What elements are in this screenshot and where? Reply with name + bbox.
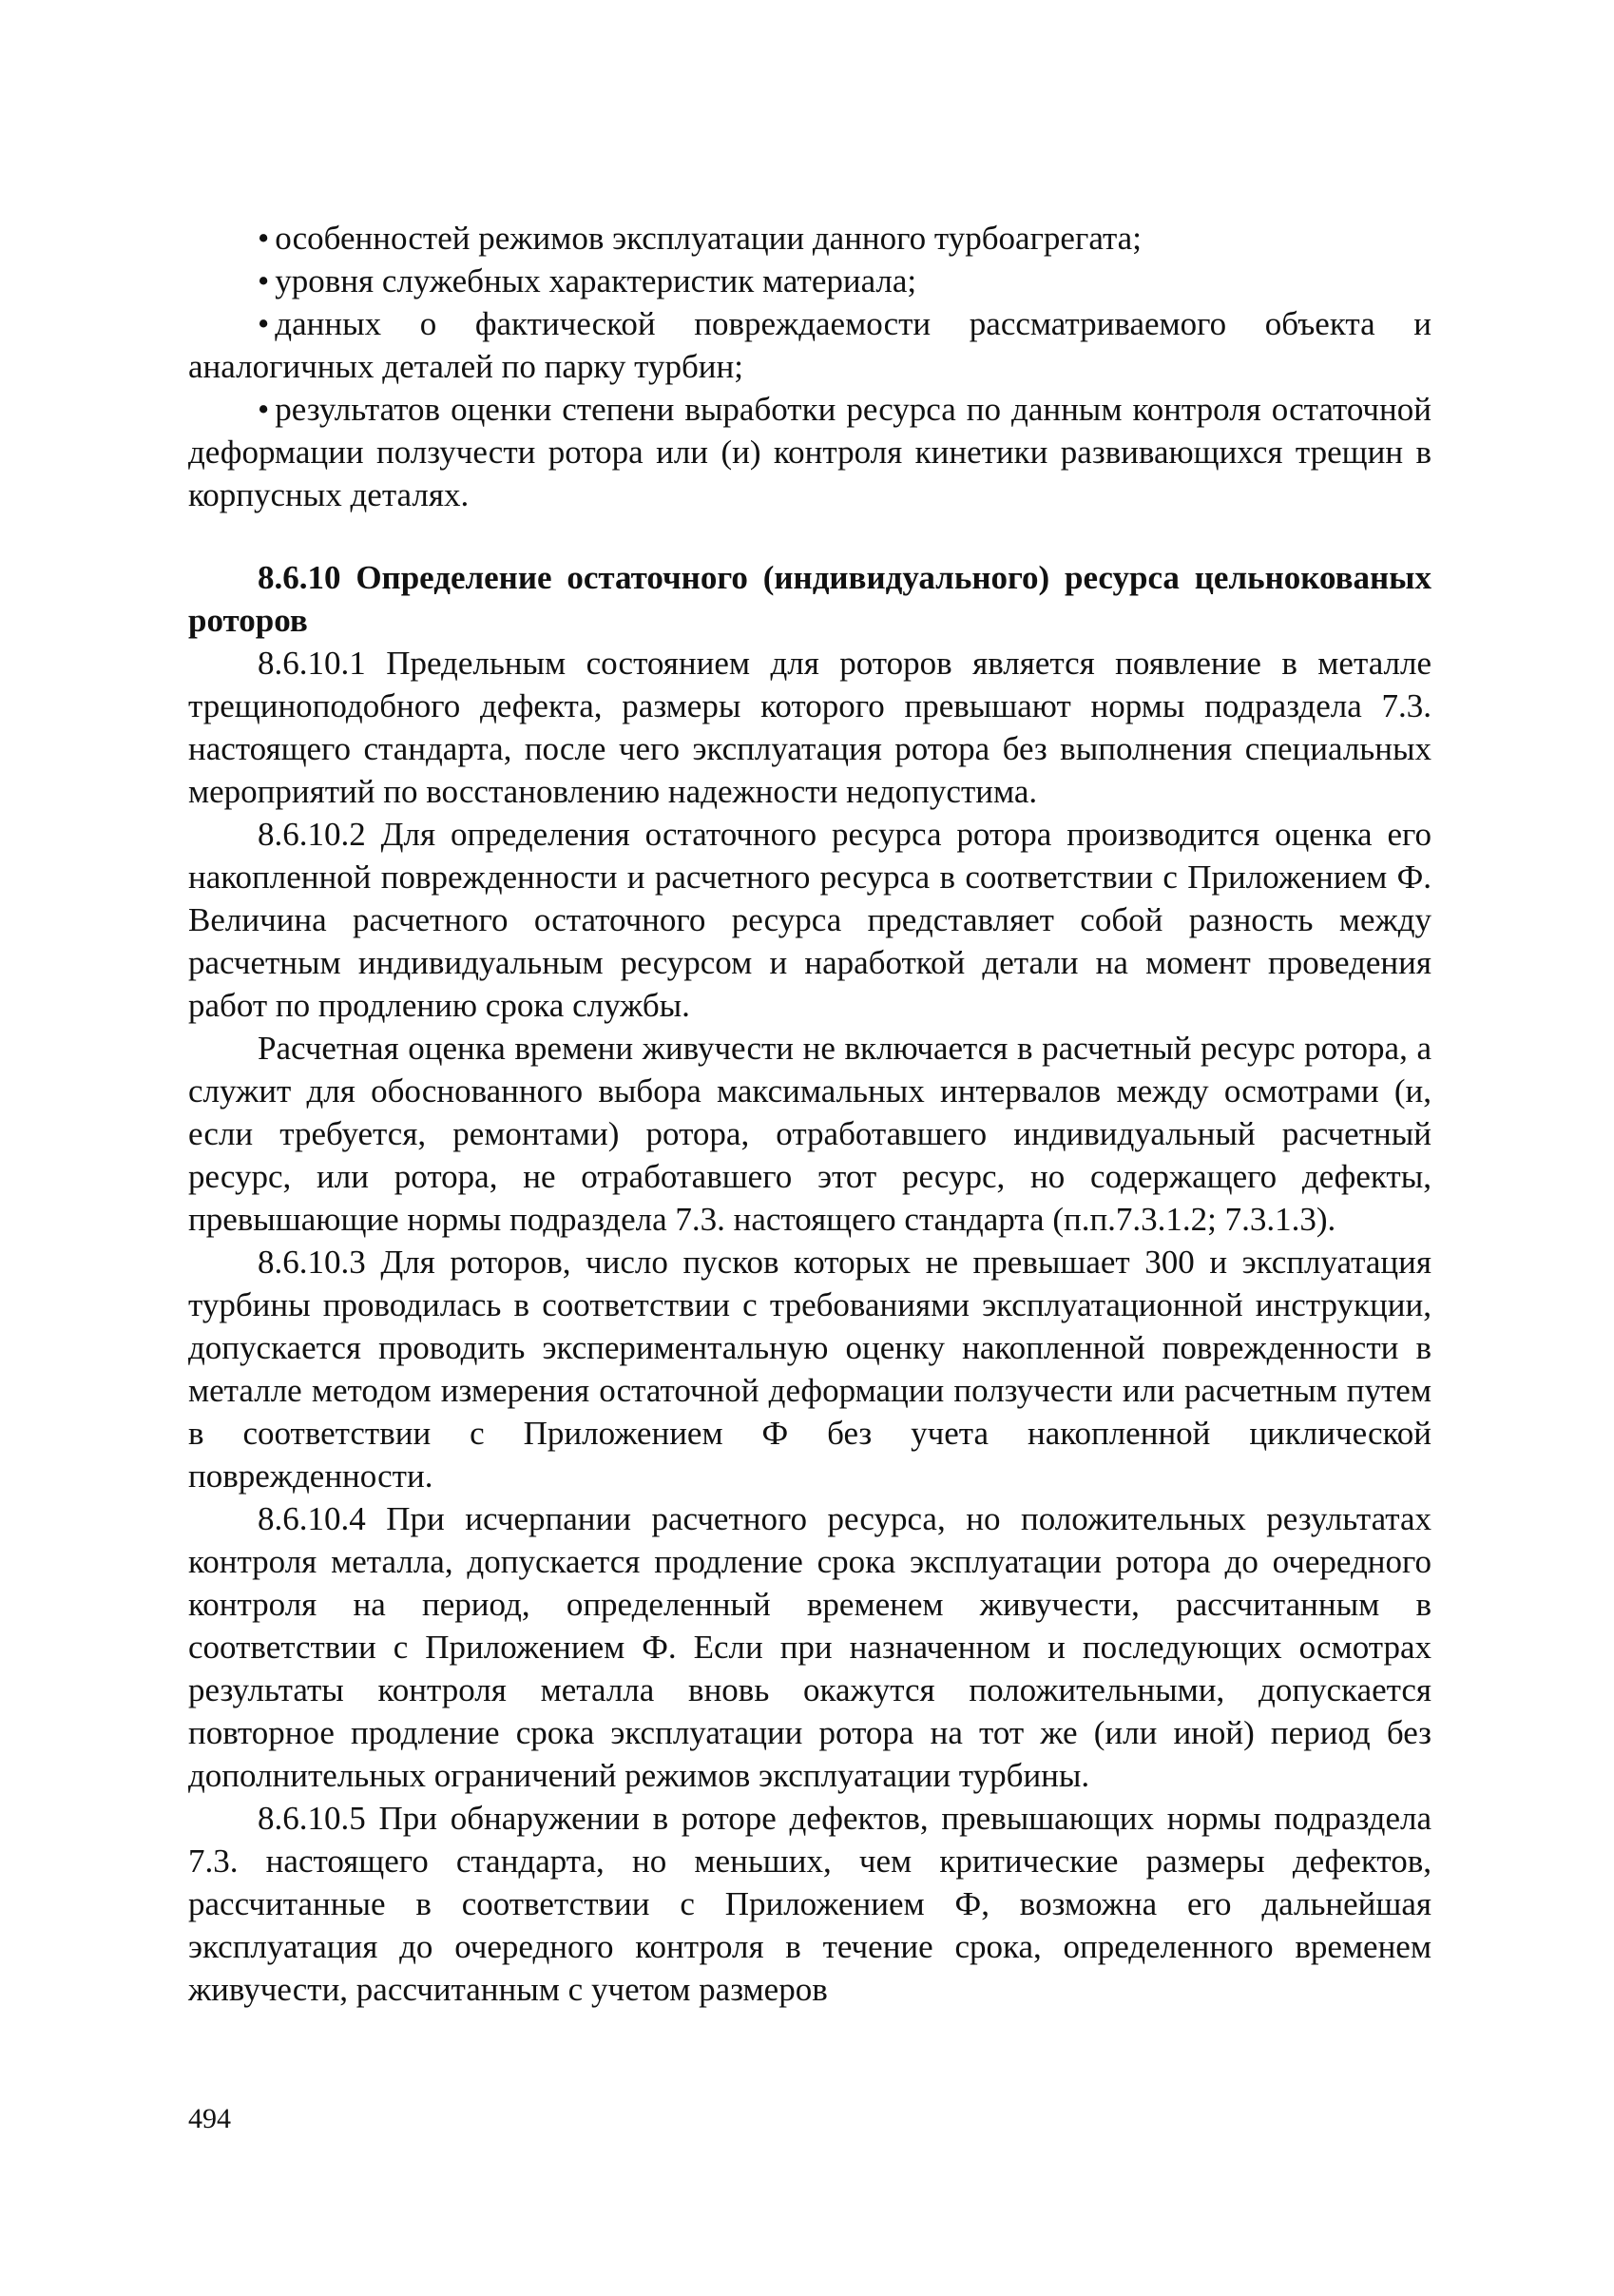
- bullet-item: • особенностей режимов эксплуатации данного турбоагрегата;: [258, 220, 1142, 257]
- page-number: 494: [188, 2103, 231, 2134]
- bullet-icon: •: [258, 220, 270, 257]
- paragraph: 8.6.10.3 Для роторов, число пусков которых не превышает 300 и эксплуатация турбины проводилась в соответствии с требованиями эксплуатационной инструкции, допускается проводить экспериментальную оценку накопленной поврежденности в металле методом измерения остаточной деформации ползучести или расчетным путем в соответствии с Приложением Ф без учета накопленной циклической поврежденности.: [188, 1244, 1431, 1495]
- paragraph: 8.6.10.5 При обнаружении в роторе дефектов, превышающих нормы подраздела 7.3. настоящего стандарта, но меньших, чем критические размеры дефектов, рассчитанные в соответствии с Приложением Ф, возможна его дальнейшая эксплуатация до очередного контроля в течение срока, определенного временем живучести, рассчитанным с учетом размеров: [188, 1800, 1431, 2008]
- paragraph: 8.6.10.1 Предельным состоянием для роторов является появление в металле трещиноподобного дефекта, размеры которого превышают нормы подраздела 7.3. настоящего стандарта, после чего эксплуатация ротора без выполнения специальных мероприятий по восстановлению надежности недопустима.: [188, 645, 1431, 810]
- paragraph: 8.6.10.2 Для определения остаточного ресурса ротора производится оценка его накопленной поврежденности и расчетного ресурса в соответствии с Приложением Ф. Величина расчетного остаточного ресурса представляет собой разность между расчетным индивидуальным ресурсом и наработкой детали на момент проведения работ по продлению срока службы.: [188, 816, 1431, 1024]
- document-page: [188, 217, 1431, 2011]
- paragraph: Расчетная оценка времени живучести не включается в расчетный ресурс ротора, а служит для обоснованного выбора максимальных интервалов между осмотрами (и, если требуется, ремонтами) ротора, отработавшего индивидуальный расчетный ресурс, или ротора, не отработавшего этот ресурс, но содержащего дефекты, превышающие нормы подраздела 7.3. настоящего стандарта (п.п.7.3.1.2; 7.3.1.3).: [188, 1030, 1431, 1238]
- bullet-icon: •: [258, 262, 270, 299]
- paragraph: 8.6.10.4 При исчерпании расчетного ресурса, но положительных результатах контроля металла, допускается продление срока эксплуатации ротора до очередного контроля на период, определенный временем живучести, рассчитанным в соответствии с Приложением Ф. Если при назначенном и последующих осмотрах результаты контроля металла вновь окажутся положительными, допускается повторное продление срока эксплуатации ротора на тот же (или иной) период без дополнительных ограничений режимов эксплуатации турбины.: [188, 1500, 1431, 1794]
- bullet-item: • данных о фактической повреждаемости рассматриваемого объекта и аналогичных деталей по парку турбин;: [188, 305, 1431, 385]
- bullet-icon: •: [258, 305, 270, 342]
- bullet-icon: •: [258, 391, 270, 428]
- section-heading: 8.6.10 Определение остаточного (индивидуального) ресурса цельнокованых роторов: [188, 559, 1431, 639]
- bullet-item: • уровня служебных характеристик материала;: [258, 262, 917, 299]
- bullet-item: • результатов оценки степени выработки ресурса по данным контроля остаточной деформации ползучести ротора или (и) контроля кинетики развивающихся трещин в корпусных деталях.: [188, 391, 1431, 513]
